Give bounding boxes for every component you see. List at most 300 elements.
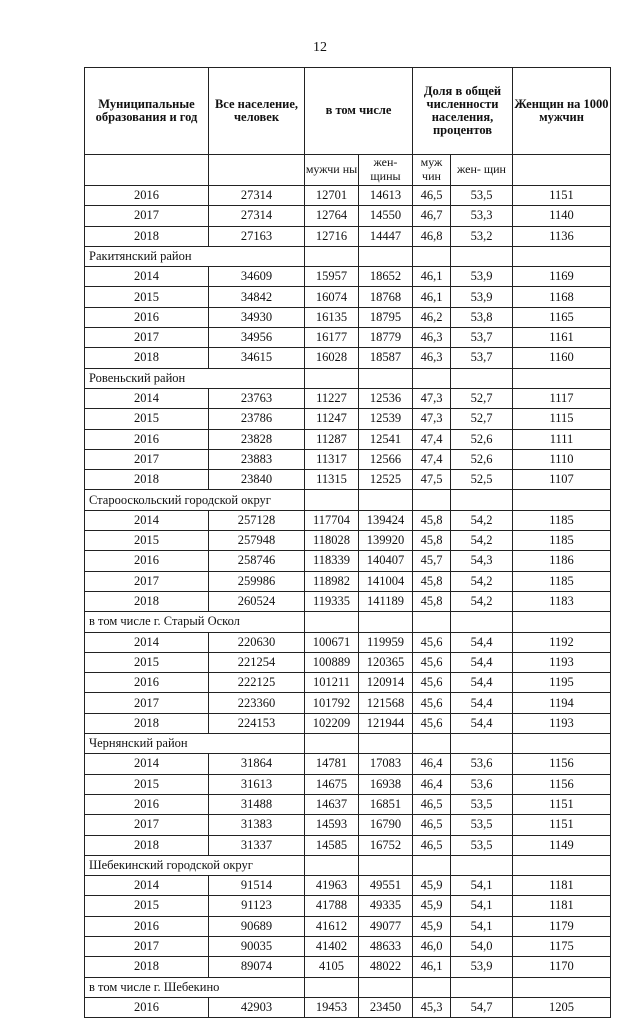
- table-row: [85, 774, 611, 794]
- women-cell: 18795: [359, 307, 413, 327]
- subheader-women: жен- щины: [359, 155, 413, 186]
- section-row: [85, 490, 611, 510]
- total-cell: 222125: [209, 673, 305, 693]
- women-cell: 139424: [359, 510, 413, 530]
- men-cell: 16074: [305, 287, 359, 307]
- empty-cell: [359, 855, 413, 875]
- page-number: 12: [313, 40, 327, 55]
- women-share-cell: 54,1: [451, 876, 513, 896]
- year-cell: 2015: [85, 652, 209, 672]
- empty-cell: [413, 246, 451, 266]
- empty-cell: [513, 612, 611, 632]
- men-cell: 101211: [305, 673, 359, 693]
- women-cell: 140407: [359, 551, 413, 571]
- section-label: Ровеньский район: [85, 368, 305, 388]
- table-row: [85, 551, 611, 571]
- table-row: [85, 267, 611, 287]
- ratio-cell: 1185: [513, 531, 611, 551]
- women-cell: 17083: [359, 754, 413, 774]
- year-cell: 2015: [85, 409, 209, 429]
- year-cell: 2017: [85, 571, 209, 591]
- women-cell: 120365: [359, 652, 413, 672]
- table-row: [85, 794, 611, 814]
- total-cell: 31864: [209, 754, 305, 774]
- women-share-cell: 54,3: [451, 551, 513, 571]
- subheader-empty: [209, 155, 305, 186]
- men-share-cell: 45,8: [413, 510, 451, 530]
- women-cell: 48633: [359, 936, 413, 956]
- empty-cell: [305, 855, 359, 875]
- women-cell: 49335: [359, 896, 413, 916]
- men-cell: 11247: [305, 409, 359, 429]
- subheader-women-share: жен- щин: [451, 155, 513, 186]
- ratio-cell: 1107: [513, 470, 611, 490]
- table-row: [85, 409, 611, 429]
- women-cell: 14550: [359, 206, 413, 226]
- men-cell: 117704: [305, 510, 359, 530]
- year-cell: 2018: [85, 226, 209, 246]
- table-row: [85, 936, 611, 956]
- women-share-cell: 53,2: [451, 226, 513, 246]
- men-share-cell: 45,9: [413, 916, 451, 936]
- total-cell: 90689: [209, 916, 305, 936]
- table-row: [85, 957, 611, 977]
- ratio-cell: 1160: [513, 348, 611, 368]
- women-share-cell: 53,8: [451, 307, 513, 327]
- men-share-cell: 47,3: [413, 409, 451, 429]
- men-cell: 12764: [305, 206, 359, 226]
- total-cell: 42903: [209, 997, 305, 1017]
- women-share-cell: 53,5: [451, 186, 513, 206]
- empty-cell: [513, 490, 611, 510]
- ratio-cell: 1170: [513, 957, 611, 977]
- year-cell: 2016: [85, 551, 209, 571]
- year-cell: 2017: [85, 328, 209, 348]
- men-share-cell: 46,1: [413, 957, 451, 977]
- empty-cell: [513, 855, 611, 875]
- ratio-cell: 1179: [513, 916, 611, 936]
- men-cell: 100889: [305, 652, 359, 672]
- total-cell: 223360: [209, 693, 305, 713]
- women-share-cell: 54,4: [451, 632, 513, 652]
- women-cell: 12525: [359, 470, 413, 490]
- women-cell: 119959: [359, 632, 413, 652]
- table-row: [85, 429, 611, 449]
- year-cell: 2014: [85, 388, 209, 408]
- total-cell: 23828: [209, 429, 305, 449]
- women-cell: 16938: [359, 774, 413, 794]
- total-cell: 23763: [209, 388, 305, 408]
- women-share-cell: 53,9: [451, 267, 513, 287]
- women-share-cell: 53,6: [451, 774, 513, 794]
- men-cell: 11287: [305, 429, 359, 449]
- ratio-cell: 1136: [513, 226, 611, 246]
- table-row: [85, 531, 611, 551]
- empty-cell: [359, 368, 413, 388]
- ratio-cell: 1151: [513, 794, 611, 814]
- ratio-cell: 1181: [513, 876, 611, 896]
- men-cell: 41963: [305, 876, 359, 896]
- men-share-cell: 47,4: [413, 429, 451, 449]
- men-share-cell: 46,4: [413, 754, 451, 774]
- table-row: [85, 307, 611, 327]
- ratio-cell: 1192: [513, 632, 611, 652]
- women-share-cell: 54,2: [451, 531, 513, 551]
- table-row: [85, 815, 611, 835]
- year-cell: 2014: [85, 632, 209, 652]
- empty-cell: [513, 977, 611, 997]
- empty-cell: [359, 977, 413, 997]
- men-share-cell: 46,1: [413, 287, 451, 307]
- men-share-cell: 46,5: [413, 186, 451, 206]
- ratio-cell: 1194: [513, 693, 611, 713]
- men-share-cell: 46,2: [413, 307, 451, 327]
- women-share-cell: 53,5: [451, 835, 513, 855]
- empty-cell: [413, 977, 451, 997]
- men-share-cell: 46,3: [413, 328, 451, 348]
- total-cell: 23883: [209, 449, 305, 469]
- women-cell: 49551: [359, 876, 413, 896]
- empty-cell: [451, 246, 513, 266]
- men-cell: 12701: [305, 186, 359, 206]
- men-cell: 14585: [305, 835, 359, 855]
- women-share-cell: 54,4: [451, 673, 513, 693]
- empty-cell: [451, 855, 513, 875]
- total-cell: 90035: [209, 936, 305, 956]
- table-row: [85, 287, 611, 307]
- men-share-cell: 45,6: [413, 693, 451, 713]
- women-cell: 121944: [359, 713, 413, 733]
- men-cell: 41402: [305, 936, 359, 956]
- men-cell: 11227: [305, 388, 359, 408]
- year-cell: 2016: [85, 673, 209, 693]
- women-cell: 12536: [359, 388, 413, 408]
- men-share-cell: 46,5: [413, 815, 451, 835]
- men-share-cell: 45,8: [413, 571, 451, 591]
- year-cell: 2018: [85, 835, 209, 855]
- men-cell: 14637: [305, 794, 359, 814]
- subheader-row: [85, 155, 611, 186]
- men-share-cell: 46,4: [413, 774, 451, 794]
- men-cell: 100671: [305, 632, 359, 652]
- men-share-cell: 47,4: [413, 449, 451, 469]
- women-cell: 141189: [359, 591, 413, 611]
- year-cell: 2016: [85, 429, 209, 449]
- year-cell: 2015: [85, 774, 209, 794]
- men-share-cell: 45,6: [413, 632, 451, 652]
- year-cell: 2014: [85, 754, 209, 774]
- year-cell: 2017: [85, 936, 209, 956]
- ratio-cell: 1185: [513, 571, 611, 591]
- table-row: [85, 328, 611, 348]
- empty-cell: [451, 734, 513, 754]
- year-cell: 2017: [85, 815, 209, 835]
- year-cell: 2018: [85, 348, 209, 368]
- empty-cell: [513, 734, 611, 754]
- men-cell: 119335: [305, 591, 359, 611]
- women-share-cell: 54,1: [451, 896, 513, 916]
- women-cell: 14447: [359, 226, 413, 246]
- year-cell: 2018: [85, 957, 209, 977]
- ratio-cell: 1161: [513, 328, 611, 348]
- ratio-cell: 1169: [513, 267, 611, 287]
- table-row: [85, 876, 611, 896]
- total-cell: 31337: [209, 835, 305, 855]
- total-cell: 257948: [209, 531, 305, 551]
- women-share-cell: 53,5: [451, 794, 513, 814]
- women-cell: 16752: [359, 835, 413, 855]
- empty-cell: [513, 368, 611, 388]
- table-row: [85, 896, 611, 916]
- subheader-empty: [513, 155, 611, 186]
- year-cell: 2016: [85, 186, 209, 206]
- section-label: Старооскольский городской округ: [85, 490, 305, 510]
- ratio-cell: 1181: [513, 896, 611, 916]
- col-header-women-per-1000: Женщин на 1000 мужчин: [513, 68, 611, 155]
- women-share-cell: 53,7: [451, 328, 513, 348]
- table-row: [85, 206, 611, 226]
- year-cell: 2016: [85, 997, 209, 1017]
- empty-cell: [359, 734, 413, 754]
- women-cell: 12566: [359, 449, 413, 469]
- empty-cell: [413, 612, 451, 632]
- total-cell: 91514: [209, 876, 305, 896]
- ratio-cell: 1151: [513, 815, 611, 835]
- men-cell: 41788: [305, 896, 359, 916]
- men-cell: 16177: [305, 328, 359, 348]
- empty-cell: [305, 977, 359, 997]
- table-row: [85, 591, 611, 611]
- men-cell: 118982: [305, 571, 359, 591]
- section-label: Ракитянский район: [85, 246, 305, 266]
- men-cell: 102209: [305, 713, 359, 733]
- table-row: [85, 835, 611, 855]
- men-cell: 118339: [305, 551, 359, 571]
- total-cell: 27314: [209, 206, 305, 226]
- men-share-cell: 47,3: [413, 388, 451, 408]
- total-cell: 31383: [209, 815, 305, 835]
- section-row: [85, 977, 611, 997]
- year-cell: 2014: [85, 510, 209, 530]
- section-label: Шебекинский городской округ: [85, 855, 305, 875]
- table-row: [85, 226, 611, 246]
- women-cell: 120914: [359, 673, 413, 693]
- col-header-including: в том числе: [305, 68, 413, 155]
- empty-cell: [359, 246, 413, 266]
- year-cell: 2018: [85, 470, 209, 490]
- empty-cell: [413, 734, 451, 754]
- table-row: [85, 673, 611, 693]
- col-header-total: Все население, человек: [209, 68, 305, 155]
- section-row: [85, 734, 611, 754]
- subheader-empty: [85, 155, 209, 186]
- men-share-cell: 45,6: [413, 713, 451, 733]
- men-cell: 16028: [305, 348, 359, 368]
- women-cell: 49077: [359, 916, 413, 936]
- section-row: [85, 612, 611, 632]
- men-share-cell: 45,9: [413, 876, 451, 896]
- men-cell: 11315: [305, 470, 359, 490]
- total-cell: 220630: [209, 632, 305, 652]
- ratio-cell: 1193: [513, 652, 611, 672]
- empty-cell: [451, 612, 513, 632]
- table-row: [85, 186, 611, 206]
- total-cell: 27163: [209, 226, 305, 246]
- ratio-cell: 1183: [513, 591, 611, 611]
- ratio-cell: 1185: [513, 510, 611, 530]
- women-share-cell: 54,2: [451, 591, 513, 611]
- total-cell: 34956: [209, 328, 305, 348]
- total-cell: 31613: [209, 774, 305, 794]
- empty-cell: [451, 977, 513, 997]
- men-cell: 16135: [305, 307, 359, 327]
- men-cell: 14675: [305, 774, 359, 794]
- year-cell: 2017: [85, 449, 209, 469]
- total-cell: 34842: [209, 287, 305, 307]
- total-cell: 89074: [209, 957, 305, 977]
- women-cell: 141004: [359, 571, 413, 591]
- table-row: [85, 652, 611, 672]
- total-cell: 23786: [209, 409, 305, 429]
- men-cell: 19453: [305, 997, 359, 1017]
- ratio-cell: 1151: [513, 186, 611, 206]
- men-share-cell: 45,6: [413, 673, 451, 693]
- women-share-cell: 53,9: [451, 957, 513, 977]
- total-cell: 34609: [209, 267, 305, 287]
- header-row: [85, 68, 611, 155]
- total-cell: 258746: [209, 551, 305, 571]
- total-cell: 257128: [209, 510, 305, 530]
- total-cell: 259986: [209, 571, 305, 591]
- total-cell: 34615: [209, 348, 305, 368]
- table-row: [85, 510, 611, 530]
- men-share-cell: 46,5: [413, 794, 451, 814]
- section-row: [85, 246, 611, 266]
- men-cell: 118028: [305, 531, 359, 551]
- women-share-cell: 54,1: [451, 916, 513, 936]
- empty-cell: [305, 246, 359, 266]
- men-share-cell: 45,6: [413, 652, 451, 672]
- table-row: [85, 449, 611, 469]
- women-share-cell: 53,3: [451, 206, 513, 226]
- section-row: [85, 855, 611, 875]
- table-row: [85, 632, 611, 652]
- men-cell: 11317: [305, 449, 359, 469]
- women-cell: 18587: [359, 348, 413, 368]
- women-cell: 121568: [359, 693, 413, 713]
- year-cell: 2014: [85, 267, 209, 287]
- women-share-cell: 52,7: [451, 409, 513, 429]
- ratio-cell: 1205: [513, 997, 611, 1017]
- total-cell: 221254: [209, 652, 305, 672]
- table-row: [85, 388, 611, 408]
- women-cell: 16851: [359, 794, 413, 814]
- year-cell: 2014: [85, 876, 209, 896]
- table-row: [85, 754, 611, 774]
- women-cell: 18768: [359, 287, 413, 307]
- men-share-cell: 46,1: [413, 267, 451, 287]
- ratio-cell: 1149: [513, 835, 611, 855]
- men-share-cell: 47,5: [413, 470, 451, 490]
- women-cell: 12541: [359, 429, 413, 449]
- section-row: [85, 368, 611, 388]
- ratio-cell: 1115: [513, 409, 611, 429]
- year-cell: 2015: [85, 531, 209, 551]
- subheader-men: мужчи ны: [305, 155, 359, 186]
- section-label: в том числе г. Шебекино: [85, 977, 305, 997]
- women-cell: 18652: [359, 267, 413, 287]
- men-share-cell: 45,8: [413, 531, 451, 551]
- ratio-cell: 1117: [513, 388, 611, 408]
- men-share-cell: 45,8: [413, 591, 451, 611]
- empty-cell: [305, 734, 359, 754]
- table-body: [85, 186, 611, 1018]
- table-row: [85, 571, 611, 591]
- total-cell: 34930: [209, 307, 305, 327]
- ratio-cell: 1193: [513, 713, 611, 733]
- empty-cell: [359, 612, 413, 632]
- ratio-cell: 1156: [513, 774, 611, 794]
- empty-cell: [413, 368, 451, 388]
- empty-cell: [359, 490, 413, 510]
- men-cell: 4105: [305, 957, 359, 977]
- year-cell: 2017: [85, 206, 209, 226]
- empty-cell: [451, 490, 513, 510]
- total-cell: 31488: [209, 794, 305, 814]
- year-cell: 2015: [85, 896, 209, 916]
- men-share-cell: 46,3: [413, 348, 451, 368]
- ratio-cell: 1195: [513, 673, 611, 693]
- men-share-cell: 46,5: [413, 835, 451, 855]
- men-cell: 14593: [305, 815, 359, 835]
- men-share-cell: 45,9: [413, 896, 451, 916]
- men-cell: 12716: [305, 226, 359, 246]
- empty-cell: [413, 490, 451, 510]
- women-cell: 139920: [359, 531, 413, 551]
- women-share-cell: 52,7: [451, 388, 513, 408]
- women-share-cell: 53,5: [451, 815, 513, 835]
- women-share-cell: 54,4: [451, 713, 513, 733]
- total-cell: 224153: [209, 713, 305, 733]
- table-row: [85, 348, 611, 368]
- women-share-cell: 54,4: [451, 693, 513, 713]
- total-cell: 91123: [209, 896, 305, 916]
- section-label: Чернянский район: [85, 734, 305, 754]
- men-share-cell: 46,7: [413, 206, 451, 226]
- empty-cell: [305, 490, 359, 510]
- women-share-cell: 52,5: [451, 470, 513, 490]
- women-cell: 16790: [359, 815, 413, 835]
- empty-cell: [305, 368, 359, 388]
- women-share-cell: 52,6: [451, 449, 513, 469]
- women-cell: 18779: [359, 328, 413, 348]
- total-cell: 27314: [209, 186, 305, 206]
- table-row: [85, 997, 611, 1017]
- ratio-cell: 1168: [513, 287, 611, 307]
- table-row: [85, 916, 611, 936]
- year-cell: 2016: [85, 916, 209, 936]
- women-cell: 23450: [359, 997, 413, 1017]
- women-share-cell: 53,7: [451, 348, 513, 368]
- table-row: [85, 470, 611, 490]
- women-share-cell: 52,6: [451, 429, 513, 449]
- men-cell: 101792: [305, 693, 359, 713]
- empty-cell: [413, 855, 451, 875]
- population-table: [84, 67, 611, 1018]
- women-cell: 12539: [359, 409, 413, 429]
- table-row: [85, 693, 611, 713]
- women-share-cell: 54,4: [451, 652, 513, 672]
